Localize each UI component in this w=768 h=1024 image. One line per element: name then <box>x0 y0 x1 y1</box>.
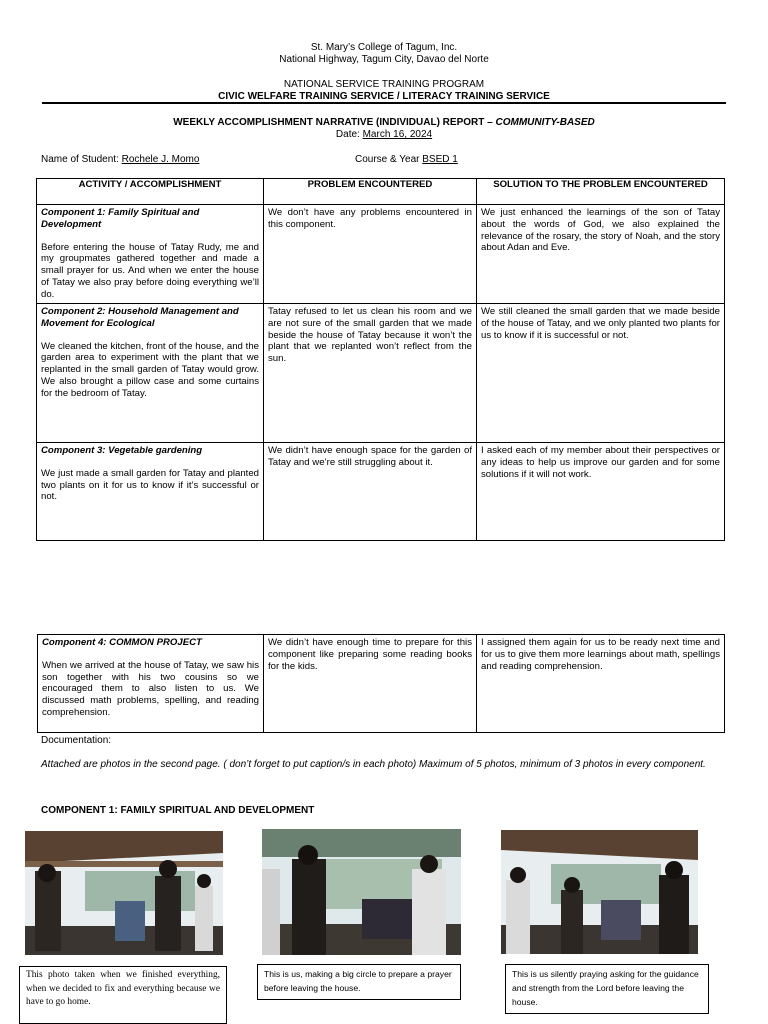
table-row <box>37 205 725 304</box>
component-title: Component 3: Vegetable gardening <box>41 445 203 456</box>
photo-2 <box>262 829 461 955</box>
student-name-line <box>41 154 199 166</box>
header-solution: SOLUTION TO THE PROBLEM ENCOUNTERED <box>477 179 725 205</box>
table-row <box>37 443 725 541</box>
documentation-note: Attached are photos in the second page. ( don’t forget to put caption/s in each photo) Maximum of 5 photos, minimum of 3 photos in every component. <box>41 759 706 770</box>
activity-cell <box>37 304 264 443</box>
activity-text: When we arrived at the house of Tatay, we saw his son together with his two cousins so we encouraged them to also listen to us. We discussed math problems, spelling, and reading comprehension. <box>42 659 259 718</box>
course-line <box>355 154 458 166</box>
photo-1-caption: This photo taken when we finished everything, when we decided to fix and everything because we have to go home. <box>19 966 227 1024</box>
table-row <box>37 304 725 443</box>
course-label: Course & Year <box>355 154 423 165</box>
date-value: March 16, 2024 <box>362 129 433 140</box>
accomplishment-table <box>36 178 725 541</box>
table-row <box>38 635 725 733</box>
activity-text: Before entering the house of Tatay Rudy, me and my groupmates gathered together and made a small prayer for us. And when we enter the house of Tatay we also pray before doing everything we’ll do. <box>41 241 259 300</box>
activity-text: We just made a small garden for Tatay and planted two plants on it for us to know if it’s successful or not. <box>41 467 259 503</box>
solution-cell: I asked each of my member about their perspectives or any ideas to help us improve our garden and for some solutions if it will not work. <box>477 443 725 541</box>
solution-cell: We still cleaned the small garden that we made beside of the house of Tatay, and we only planted two plants for us to know if it is successful or not. <box>477 304 725 443</box>
service-name: CIVIC WELFARE TRAINING SERVICE / LITERACY TRAINING SERVICE <box>218 91 550 102</box>
problem-cell: Tatay refused to let us clean his room and we are not sure of the small garden that we made beside the house of Tatay because it won’t the plant that we replanted won’t reflect from the sun. <box>264 304 477 443</box>
component-title: Component 1: Family Spiritual and Development <box>41 207 200 230</box>
documentation-label: Documentation: <box>41 735 112 746</box>
activity-cell <box>38 635 264 733</box>
header-rule <box>42 102 726 104</box>
report-date <box>0 129 768 141</box>
component-title: Component 2: Household Management and Movement for Ecological <box>41 306 239 329</box>
student-name-label: Name of Student: <box>41 154 122 165</box>
photo-3 <box>501 830 698 954</box>
header-problem: PROBLEM ENCOUNTERED <box>264 179 477 205</box>
student-name-value: Rochele J. Momo <box>121 154 200 165</box>
report-title <box>0 117 768 129</box>
table-header-row <box>37 179 725 205</box>
activity-cell <box>37 205 264 304</box>
school-address: National Highway, Tagum City, Davao del Norte <box>279 54 489 65</box>
school-name: St. Mary’s College of Tagum, Inc. <box>310 42 458 53</box>
report-title-main: WEEKLY ACCOMPLISHMENT NARRATIVE (INDIVIDUAL) REPORT – <box>173 117 496 128</box>
date-label: Date: <box>335 129 363 140</box>
photo-2-caption: This is us, making a big circle to prepare a prayer before leaving the house. <box>257 964 461 1000</box>
course-value: BSED 1 <box>422 154 458 165</box>
solution-cell: I assigned them again for us to be ready next time and for us to give them more learnings about math, spellings and reading comprehension. <box>477 635 725 733</box>
section-title: COMPONENT 1: FAMILY SPIRITUAL AND DEVELOPMENT <box>41 805 315 816</box>
activity-cell <box>37 443 264 541</box>
activity-text: We cleaned the kitchen, front of the house, and the garden area to experiment with the plant that we replanted in the small garden of Tatay would grow. We also brought a pillow case and some curtains for the bedroom of Tatay. <box>41 340 259 399</box>
problem-cell: We didn’t have enough time to prepare for this component like preparing some reading books for the kids. <box>264 635 477 733</box>
solution-cell: We just enhanced the learnings of the son of Tatay about the words of God, we also explained the relevance of the rosary, the story of Noah, and the story about Adan and Eve. <box>477 205 725 304</box>
program-name: NATIONAL SERVICE TRAINING PROGRAM <box>283 79 485 90</box>
report-title-emph: COMMUNITY-BASED <box>495 117 595 128</box>
component-title: Component 4: COMMON PROJECT <box>42 637 202 648</box>
photo-1-image <box>25 831 223 955</box>
problem-cell: We didn’t have enough space for the garden of Tatay and we’re still struggling about it. <box>264 443 477 541</box>
photo-2-image <box>262 829 461 955</box>
photo-3-image <box>501 830 698 954</box>
photo-3-caption: This is us silently praying asking for the guidance and strength from the Lord before leaving the house. <box>505 964 709 1014</box>
header-activity: ACTIVITY / ACCOMPLISHMENT <box>37 179 264 205</box>
photo-1 <box>25 831 223 955</box>
common-project-table <box>37 634 725 733</box>
problem-cell: We don’t have any problems encountered in this component. <box>264 205 477 304</box>
